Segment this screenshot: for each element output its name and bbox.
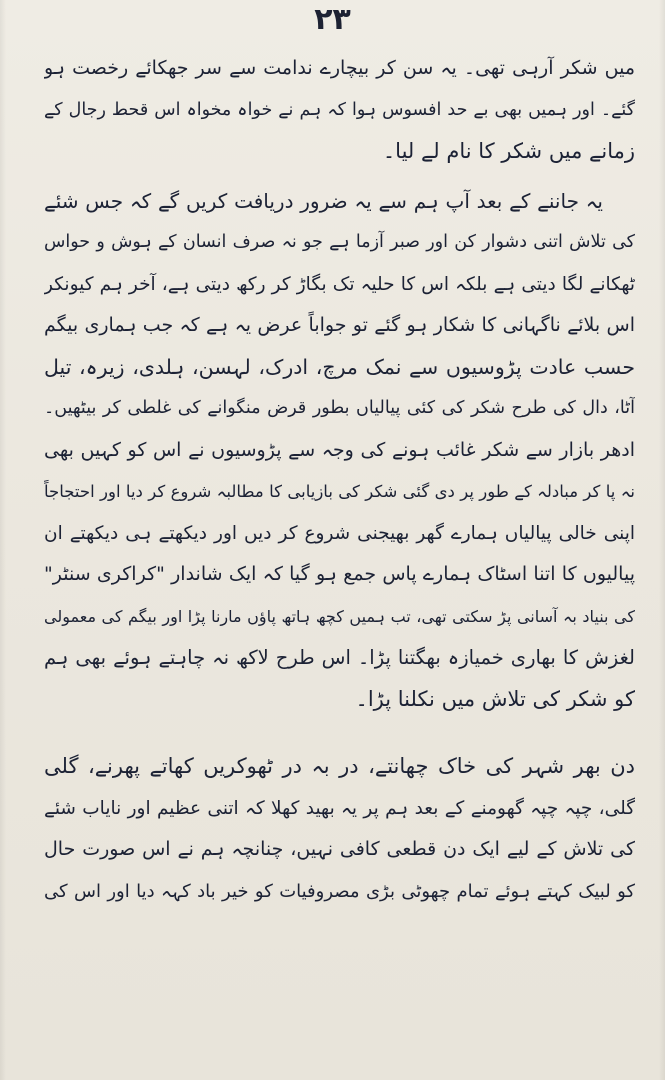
paragraph-gap [44, 720, 635, 746]
text-line: گئے۔ اور ہمیں بھی بے حد افسوس ہوا کہ ہم نے خواہ مخواہ اس قحط رجال کے [44, 99, 635, 120]
body-text [44, 48, 635, 912]
text-line: آٹا، دال کی طرح شکر کی کئی پیالیاں بطور قرض منگوانے کی غلطی کر بیٹھیں۔ [44, 398, 635, 418]
text-line: پیالیوں کا اتنا اسٹاک ہمارے پاس جمع ہو گیا کہ ایک شاندار "کراکری سنٹر" [44, 563, 635, 585]
text-line: زمانے میں شکر کا نام لے لیا۔ [382, 139, 635, 163]
text-line: یہ جاننے کے بعد آپ ہم سے یہ ضرور دریافت کریں گے کہ جس شئے [44, 188, 603, 213]
text-line: اپنی خالی پیالیاں ہمارے گھر بھیجنی شروع کر دیں اور دیکھتے ہی دیکھتے ان [44, 522, 635, 544]
scan-shadow-right [659, 0, 665, 1080]
text-line: کو لبیک کہتے ہوئے تمام چھوٹی بڑی مصروفیات کو خیر باد کہہ دیا اور اس کی [44, 880, 635, 902]
scan-shadow-left [0, 0, 6, 1080]
text-line: نہ پا کر مبادلہ کے طور پر دی گئی شکر کی بازیابی کا مطالبہ شروع کر دیا اور احتجاجاً [44, 482, 635, 501]
text-line: دن بھر شہر کی خاک چھانتے، در بہ در ٹھوکریں کھاتے پھرنے، گلی [44, 754, 635, 778]
text-line: لغزش کا بھاری خمیازہ بھگتنا پڑا۔ اس طرح لاکھ نہ چاہتے ہوئے بھی ہم [44, 646, 635, 669]
text-line: کی بنیاد بہ آسانی پڑ سکتی تھی، تب ہمیں کچھ ہاتھ پاؤں مارنا پڑا اور بیگم کی معمولی [44, 606, 635, 626]
text-line: میں شکر آرہی تھی۔ یہ سن کر بیچارے ندامت سے سر جھکائے رخصت ہو [44, 57, 635, 79]
paragraph-gap [44, 173, 635, 181]
text-line: حسب عادت پڑوسیوں سے نمک مرچ، ادرک، لہسن، ہلدی، زیرہ، تیل [44, 354, 635, 379]
text-line: کی تلاش اتنی دشوار کن اور صبر آزما ہے جو نہ صرف انسان کے ہوش و حواس [44, 232, 635, 252]
text-line: ٹھکانے لگا دیتی ہے بلکہ اس کا حلیہ تک بگاڑ کر رکھ دیتی ہے، آخر ہم کیونکر [44, 273, 635, 295]
page-number: ۲۳ [314, 2, 351, 37]
text-line: کی تلاش کے لیے ایک دن قطعی کافی نہیں، چنانچہ ہم نے اس صورت حال [44, 838, 635, 860]
text-line: ادھر بازار سے شکر غائب ہونے کی وجہ سے پڑوسیوں نے اس کو کہیں بھی [44, 438, 635, 461]
text-line: اس بلائے ناگہانی کا شکار ہو گئے تو جواباً عرض یہ ہے کہ جب ہماری بیگم [44, 314, 635, 336]
text-line: گلی، چپہ چپہ گھومنے کے بعد ہم پر یہ بھید کھلا کہ اتنی عظیم اور نایاب شئے [44, 797, 635, 819]
text-line: کو شکر کی تلاش میں نکلنا پڑا۔ [355, 686, 635, 711]
